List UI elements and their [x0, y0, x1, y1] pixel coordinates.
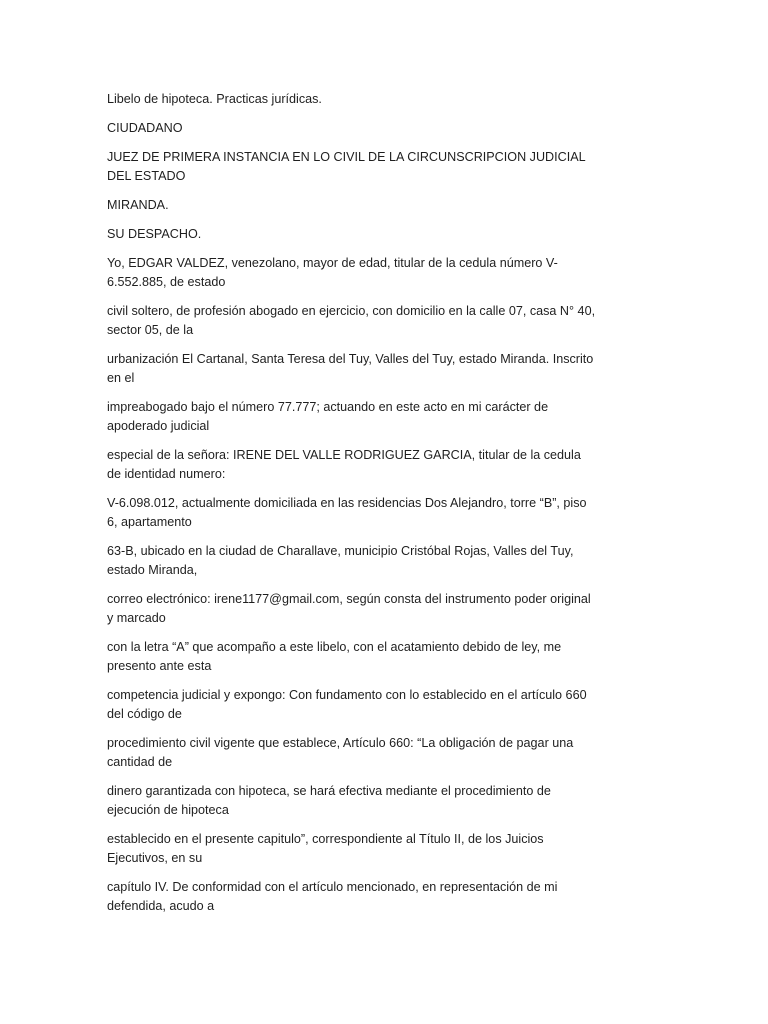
body-paragraph: capítulo IV. De conformidad con el artículo mencionado, en representación de mi defendida, acudo a	[107, 880, 558, 913]
body-paragraph: con la letra “A” que acompaño a este libelo, con el acatamiento debido de ley, me presento ante esta	[107, 640, 562, 673]
body-paragraph: V-6.098.012, actualmente domiciliada en las residencias Dos Alejandro, torre “B”, piso 6, apartamento	[107, 496, 587, 529]
document-title: Libelo de hipoteca. Practicas jurídicas.	[107, 92, 322, 106]
body-paragraph: 63-B, ubicado en la ciudad de Charallave, municipio Cristóbal Rojas, Valles del Tuy, estado Miranda,	[107, 544, 574, 577]
body-paragraph: especial de la señora: IRENE DEL VALLE RODRIGUEZ GARCIA, titular de la cedula de identidad numero:	[107, 448, 581, 481]
document-body	[107, 90, 597, 926]
body-paragraph: civil soltero, de profesión abogado en ejercicio, con domicilio en la calle 07, casa N° 40, sector 05, de la	[107, 304, 596, 337]
addressee-office: SU DESPACHO.	[107, 227, 202, 241]
body-paragraph: impreabogado bajo el número 77.777; actuando en este acto en mi carácter de apoderado judicial	[107, 400, 549, 433]
addressee-state: MIRANDA.	[107, 198, 169, 212]
body-paragraph: correo electrónico: irene1177@gmail.com, según consta del instrumento poder original y marcado	[107, 592, 591, 625]
body-paragraph: urbanización El Cartanal, Santa Teresa del Tuy, Valles del Tuy, estado Miranda. Inscrito en el	[107, 352, 594, 385]
body-paragraph: procedimiento civil vigente que establece, Artículo 660: “La obligación de pagar una cantidad de	[107, 736, 574, 769]
body-paragraph: Yo, EDGAR VALDEZ, venezolano, mayor de edad, titular de la cedula número V-6.552.885, de estado	[107, 256, 558, 289]
addressee-line: CIUDADANO	[107, 121, 183, 135]
body-paragraph: dinero garantizada con hipoteca, se hará efectiva mediante el procedimiento de ejecución de hipoteca	[107, 784, 551, 817]
body-paragraph: competencia judicial y expongo: Con fundamento con lo establecido en el artículo 660 del código de	[107, 688, 587, 721]
addressee-court: JUEZ DE PRIMERA INSTANCIA EN LO CIVIL DE LA CIRCUNSCRIPCION JUDICIAL DEL ESTADO	[107, 150, 586, 183]
body-paragraph: establecido en el presente capitulo”, correspondiente al Título II, de los Juicios Ejecutivos, en su	[107, 832, 544, 865]
